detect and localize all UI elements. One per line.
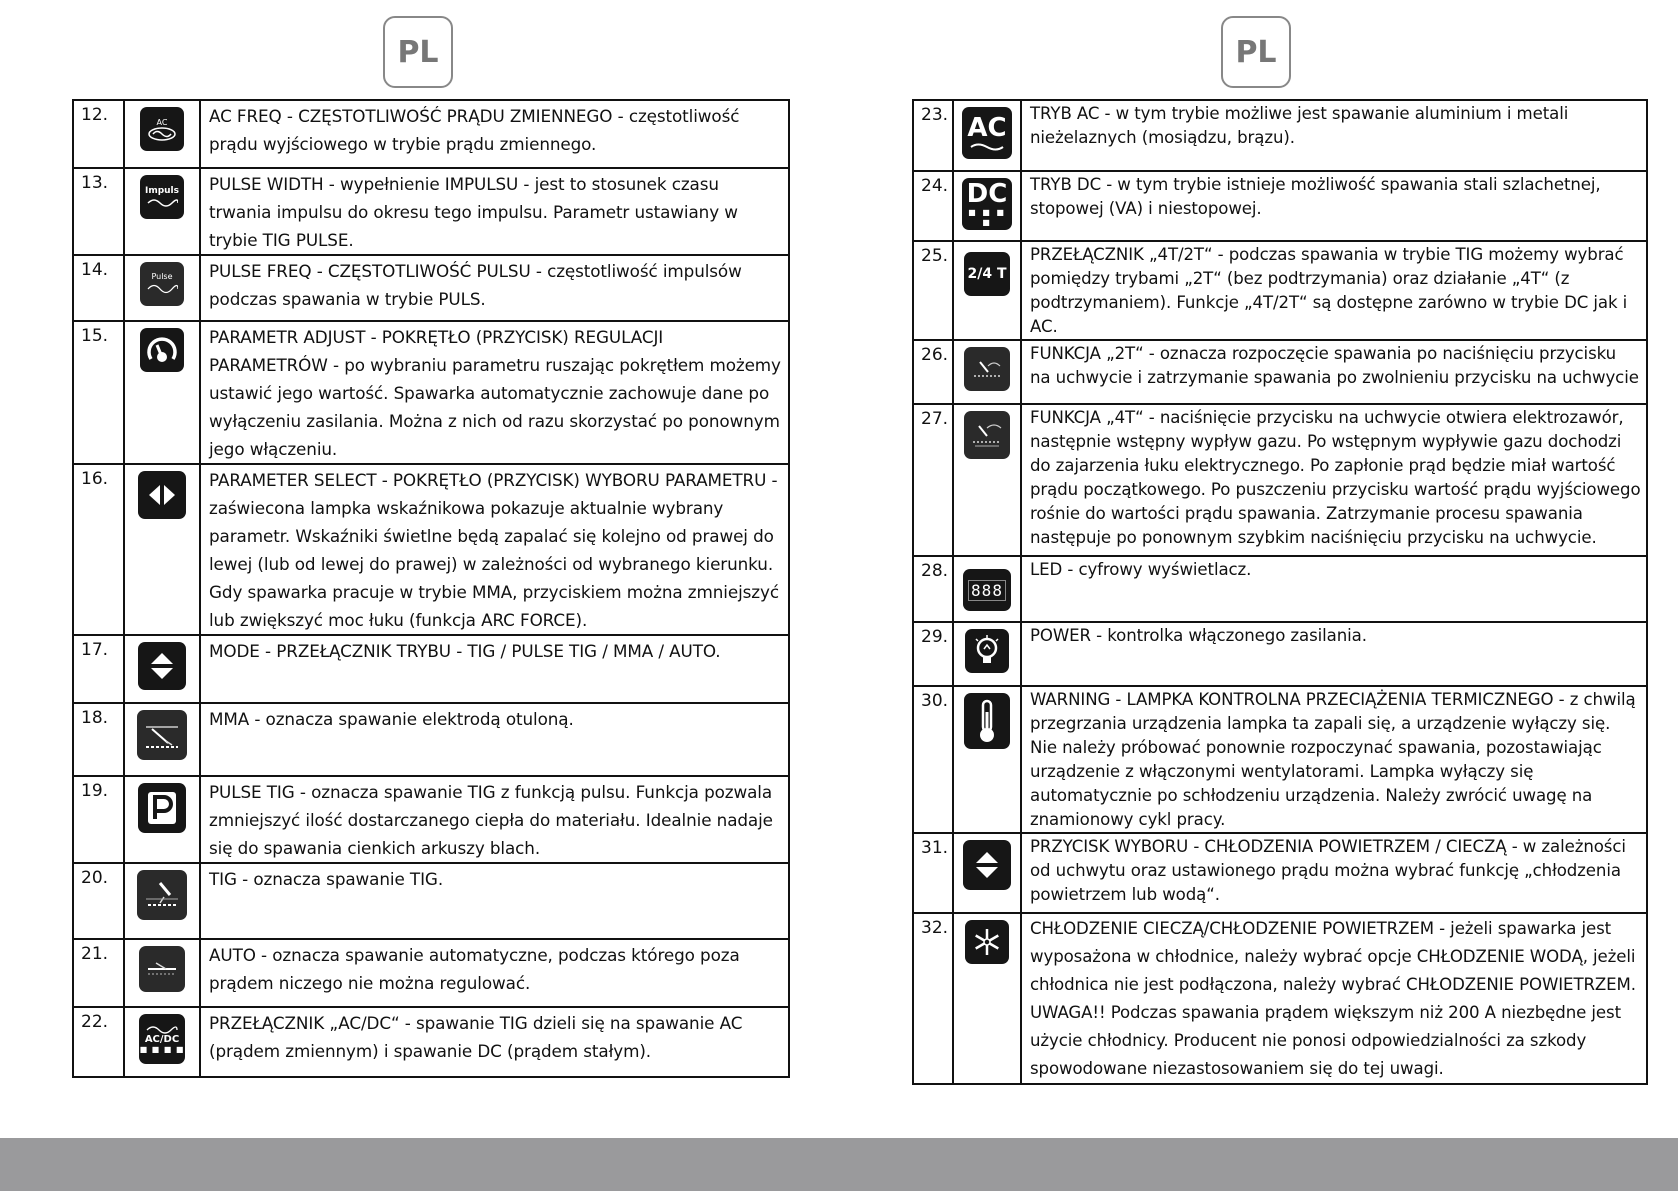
row-description: CHŁODZENIE CIECZĄ/CHŁODZENIE POWIETRZEM - jeżeli spawarka jest wyposażona w chłodnice, należy wybrać opcje CHŁODZENIE WODĄ, jeżeli chłodnica nie jest podłączona, należy wybrać CHŁODZENIE POWIETRZEM. UWAGA!! Podczas spawania prądem większym niż 200 A niezbędne jest użycie chłodnicy. Producent nie ponosi odpowiedzialności za szkody spowodowane niezastosowaniem się do tej uwagi. (1021, 913, 1647, 1084)
table-row (73, 703, 789, 776)
table-row (913, 913, 1647, 1084)
table-row (73, 863, 789, 939)
table-row (913, 622, 1647, 686)
row-number: 29. (913, 622, 953, 686)
row-description: FUNKCJA „2T“ - oznacza rozpoczęcie spawania po naciśnięciu przycisku na uchwycie i zatrzymanie spawania po zwolnieniu przycisku na uchwycie (1021, 340, 1647, 404)
table-row (913, 404, 1647, 556)
row-description: TRYB AC - w tym trybie możliwe jest spawanie aluminium i metali nieżelaznych (mosiądzu, brązu). (1021, 100, 1647, 171)
row-description: PULSE FREQ - CZĘSTOTLIWOŚĆ PULSU - częstotliwość impulsów podczas spawania w trybie PULS. (200, 255, 789, 321)
row-description: WARNING - LAMPKA KONTROLNA PRZECIĄŻENIA TERMICZNEGO - z chwilą przegrzania urządzenia lampka ta zapali się, a urządzenie wyłączy się. Nie należy próbować ponownie rozpoczynać spawania, pozostawiając urządzenie z włączonymi wentylatorami. Lampka wyłączy się automatycznie po schłodzeniu urządzenia. Należy zwrócić uwagę na znamionowy cykl pracy. (1021, 686, 1647, 833)
row-description: AC FREQ - CZĘSTOTLIWOŚĆ PRĄDU ZMIENNEGO - częstotliwość prądu wyjściowego w trybie prądu zmiennego. (200, 100, 789, 168)
row-number: 14. (73, 255, 124, 321)
table-row (73, 100, 789, 168)
row-description: MMA - oznacza spawanie elektrodą otuloną. (200, 703, 789, 776)
table-row (73, 776, 789, 863)
dc-mode-icon: DC ■ ■ ■ ■ (962, 178, 1012, 230)
up-down-arrows-icon (963, 840, 1011, 890)
table-row (913, 100, 1647, 171)
table-row (73, 464, 789, 635)
left-right-arrows-icon (138, 471, 186, 519)
row-number: 13. (73, 168, 124, 255)
row-number: 19. (73, 776, 124, 863)
row-number: 15. (73, 321, 124, 464)
up-down-arrows-icon (138, 642, 186, 690)
table-row (73, 1007, 789, 1077)
row-number: 22. (73, 1007, 124, 1077)
row-number: 31. (913, 833, 953, 913)
language-badge-left: PL (383, 16, 453, 88)
language-badge-right: PL (1221, 16, 1291, 88)
table-row (913, 833, 1647, 913)
table-row (73, 321, 789, 464)
led-display-icon: 888 (963, 569, 1011, 611)
pulse-frequency-icon: Pulse (140, 262, 184, 306)
row-number: 26. (913, 340, 953, 404)
spec-table-right (912, 99, 1648, 1085)
impuls-icon: Impuls (140, 175, 184, 219)
row-description: TRYB DC - w tym trybie istnieje możliwość spawania stali szlachetnej, stopowej (VA) i niestopowej. (1021, 171, 1647, 241)
p-letter-icon (138, 783, 186, 833)
row-description: PARAMETR ADJUST - POKRĘTŁO (PRZYCISK) REGULACJI PARAMETRÓW - po wybraniu parametru ruszając pokrętłem możemy ustawić jego wartość. Spawarka automatycznie zachowuje dane po wyłączeniu zasilania. Można z nich od razu skorzystać po ponownym jego włączeniu. (200, 321, 789, 464)
row-description: PULSE WIDTH - wypełnienie IMPULSU - jest to stosunek czasu trwania impulsu do okresu tego impulsu. Parametr ustawiany w trybie TIG PULSE. (200, 168, 789, 255)
row-number: 24. (913, 171, 953, 241)
auto-icon (139, 946, 185, 992)
row-description: PRZEŁĄCZNIK „AC/DC“ - spawanie TIG dzieli się na spawanie AC (prądem zmiennym) i spawanie DC (prądem stałym). (200, 1007, 789, 1077)
row-description: PULSE TIG - oznacza spawanie TIG z funkcją pulsu. Funkcja pozwala zmniejszyć ilość dostarczanego ciepła do materiału. Idealnie nadaje się do spawania cienkich arkuszy blach. (200, 776, 789, 863)
power-bulb-icon (965, 629, 1009, 673)
row-description: PRZYCISK WYBORU - CHŁODZENIA POWIETRZEM / CIECZĄ - w zależności od uchwytu oraz ustawionego prądu można wybrać funkcję „chłodzenia powietrzem lub wodą“. (1021, 833, 1647, 913)
thermometer-icon (964, 693, 1010, 749)
row-description: POWER - kontrolka włączonego zasilania. (1021, 622, 1647, 686)
table-row (73, 635, 789, 703)
tig-torch-icon (137, 870, 187, 920)
row-number: 25. (913, 241, 953, 340)
row-number: 32. (913, 913, 953, 1084)
footer-bar (0, 1138, 1678, 1191)
table-row (913, 556, 1647, 622)
mma-electrode-icon (137, 710, 187, 760)
function-4t-icon (964, 411, 1010, 459)
row-number: 20. (73, 863, 124, 939)
row-number: 21. (73, 939, 124, 1007)
table-row (913, 340, 1647, 404)
row-description: AUTO - oznacza spawanie automatyczne, podczas którego poza prądem niczego nie można regulować. (200, 939, 789, 1007)
row-description: FUNKCJA „4T“ - naciśnięcie przycisku na uchwycie otwiera elektrozawór, następnie wstępny wypływ gazu. Po wstępnym wypływie gazu dochodzi do zajarzenia łuku elektrycznego. Po zapłonie prąd będzie miał wartość prądu początkowego. Po puszczeniu przycisku wartość prądu wyjściowego rośnie do wartości prądu spawania. Zatrzymanie procesu spawania następuje po ponownym szybkim naciśnięciu przycisku na uchwycie. (1021, 404, 1647, 556)
row-number: 30. (913, 686, 953, 833)
ac-dc-icon: AC/DC ■ ■ ■ ■ (139, 1014, 185, 1064)
table-row (913, 171, 1647, 241)
row-number: 16. (73, 464, 124, 635)
adjust-knob-icon (140, 328, 184, 372)
snowflake-icon (965, 920, 1009, 964)
row-description: TIG - oznacza spawanie TIG. (200, 863, 789, 939)
row-description: MODE - PRZEŁĄCZNIK TRYBU - TIG / PULSE TIG / MMA / AUTO. (200, 635, 789, 703)
row-description: PRZEŁĄCZNIK „4T/2T“ - podczas spawania w trybie TIG możemy wybrać pomiędzy trybami „2T“ (bez podtrzymania) oraz działanie „4T“ (z podtrzymaniem). Funkcje „4T/2T“ są dostępne zarówno w trybie DC jak i AC. (1021, 241, 1647, 340)
row-number: 23. (913, 100, 953, 171)
row-number: 28. (913, 556, 953, 622)
function-2t-icon (964, 347, 1010, 391)
table-row (73, 255, 789, 321)
ac-mode-icon: AC (962, 107, 1012, 159)
table-row (913, 241, 1647, 340)
row-number: 27. (913, 404, 953, 556)
spec-table-left (72, 99, 790, 1078)
row-number: 18. (73, 703, 124, 776)
row-description: PARAMETER SELECT - POKRĘTŁO (PRZYCISK) WYBORU PARAMETRU - zaświecona lampka wskaźnikowa pokazuje aktualnie wybrany parametr. Wskaźniki świetlne będą zapalać się kolejno od prawej do lewej (lub od lewej do prawej) w zależności od wybranego kierunku. Gdy spawarka pracuje w trybie MMA, przyciskiem można zmniejszyć lub zwiększyć moc łuku (funkcja ARC FORCE). (200, 464, 789, 635)
row-number: 17. (73, 635, 124, 703)
2t-4t-icon: 2/4 T (964, 252, 1010, 296)
table-row (73, 168, 789, 255)
row-number: 12. (73, 100, 124, 168)
ac-freq-icon: AC (140, 107, 184, 151)
table-row (913, 686, 1647, 833)
row-description: LED - cyfrowy wyświetlacz. (1021, 556, 1647, 622)
table-row (73, 939, 789, 1007)
